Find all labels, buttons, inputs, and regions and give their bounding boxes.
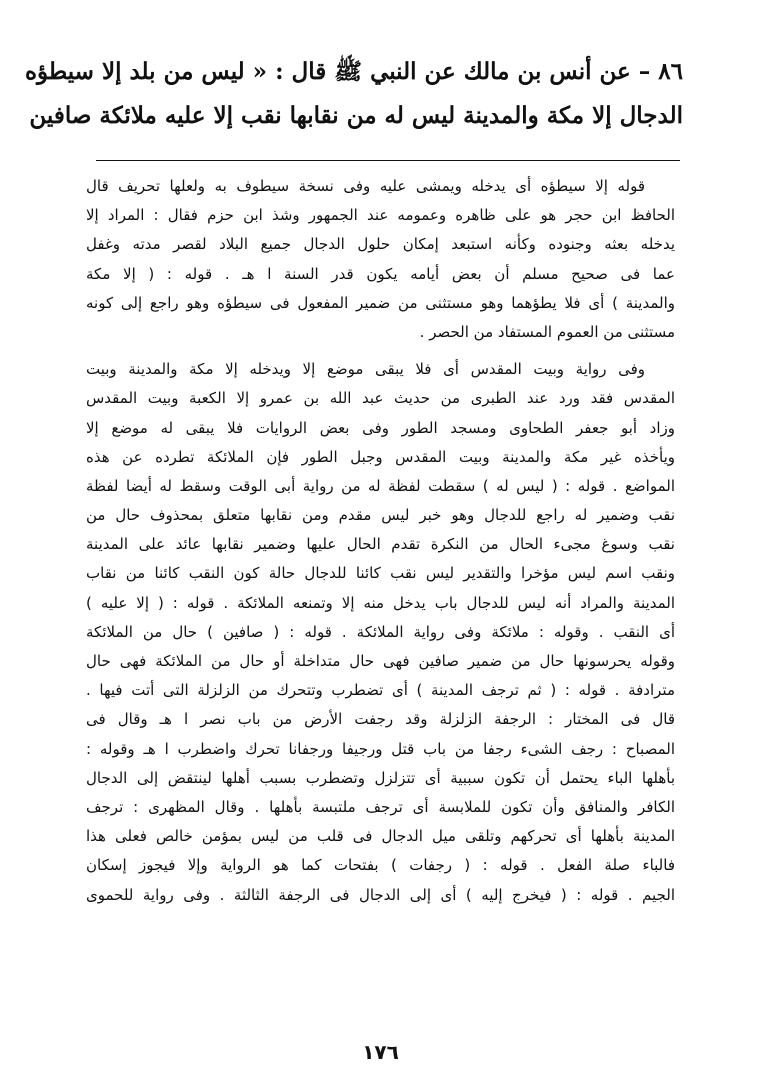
commentary-line: والمدينة ) أى فلا يطؤهما وهو مستثنى من ضمير المفعول فى سيطؤه وهو راجع إلى كونه <box>86 293 675 312</box>
commentary-line: وفى رواية وبيت المقدس أى فلا يبقى موضع إلا ويدخله إلا مكة والمدينة وبيت <box>86 360 645 379</box>
commentary-block <box>86 172 675 910</box>
hadith-text-line-2: الدجال إلا مكة والمدينة ليس له من نقابها نقب إلا عليه ملائكة صافين <box>29 102 683 129</box>
commentary-line: مترادفة . قوله : ( ثم ترجف المدينة ) أى تضطرب وتتحرك من الزلزلة التى أتت فيها . <box>86 681 675 700</box>
commentary-line: نقب وضمير له راجع للدجال وهو خبر ليس مقدم ومن نقابها متعلق بمحذوف حال من <box>86 506 675 525</box>
commentary-line: المدينة والمراد أنه ليس للدجال باب يدخل منه إلا وتمنعه الملائكة . قوله : ( إلا عليه ) <box>86 593 675 612</box>
page-number: ١٧٦ <box>362 1040 399 1064</box>
commentary-line: ونقب اسم ليس مؤخرا والتقدير ليس نقب كائنا للدجال حالة كون النقب كائنا من نقاب <box>86 564 675 583</box>
commentary-line: ويأخذه غير مكة والمدينة وبيت المقدس وجبل الطور فإن الملائكة تطرده عن هذه <box>86 447 675 466</box>
commentary-line: نقب وسوغ مجىء الحال من النكرة تقدم الحال عليها وضمير نقابها عائد على المدينة <box>86 535 675 554</box>
commentary-line: وقوله يحرسونها حال من ضمير صافين فهى حال متداخلة أو حال من الملائكة فهى حال <box>86 652 675 670</box>
commentary-line: الكافر والمنافق وأن تكون للملابسة أى ترجف ملتبسة بأهلها . وقال المظهرى : ترجف <box>86 797 675 816</box>
commentary-line: قال فى المختار : الرجفة الزلزلة وقد رجفت الأرض من باب نصر ا هـ وقال فى <box>86 710 675 729</box>
commentary-line: قوله إلا سيطؤه أى يدخله ويمشى عليه وفى نسخة سيطوف به ولعلها تحريف قال <box>86 177 645 195</box>
commentary-line: المدينة بأهلها أى تحركهم وتلقى ميل الدجال فى قلب من ليس بمؤمن خالص فعلى هذا <box>86 827 675 846</box>
hadith-text-line-1: ٨٦ – عن أنس بن مالك عن النبي ﷺ قال : « ليس من بلد إلا سيطؤه <box>24 58 683 85</box>
commentary-paragraph-1 <box>86 172 675 347</box>
commentary-line: الجيم . قوله : ( فيخرج إليه ) أى إلى الدجال فى الرجفة الثالثة . وفى رواية للحموى <box>86 885 675 904</box>
section-divider <box>96 160 680 161</box>
commentary-line: أى النقب . وقوله : ملائكة وفى رواية الملائكة . قوله : ( صافين ) حال من الملائكة <box>86 622 675 641</box>
commentary-paragraph-2 <box>86 355 675 910</box>
commentary-line: المواضع . قوله : ( ليس له ) سقطت لفظة له من رواية أبى الوقت وسقط له أيضا لفظة <box>86 476 675 495</box>
commentary-line: يدخله بعثه وجنوده وكأنه استبعد إمكان حلول الدجال جميع البلاد لقصر مدته وغفل <box>86 235 675 254</box>
commentary-line: وزاد أبو جعفر الطحاوى ومسجد الطور وفى بعض الروايات فلا يبقى له موضع إلا <box>86 418 675 437</box>
commentary-line: المصباح : رجف الشىء رجفا من باب قتل ورجيفا ورجفانا تحرك واضطرب ا هـ وقوله : <box>86 739 675 758</box>
commentary-line: فالباء صلة الفعل . قوله : ( رجفات ) بفتحات كما هو الرواية وإلا فيجوز إسكان <box>86 856 675 875</box>
commentary-line: الحافظ ابن حجر هو على ظاهره وعمومه عند الجمهور وشذ ابن حزم فقال : المراد إلا <box>86 206 675 225</box>
commentary-line: المقدس فقد ورد عند الطبرى من حديث عبد الله بن عمرو إلا الكعبة وبيت المقدس <box>86 389 675 408</box>
commentary-line: بأهلها الباء يحتمل أن تكون سببية أى تتزلزل وتضطرب بسبب أهلها لينتقض إلى الدجال <box>86 768 675 787</box>
commentary-line: عما فى صحيح مسلم أن بعض أيامه يكون قدر السنة ا هـ . قوله : ( إلا مكة <box>86 264 675 283</box>
commentary-line: مستثنى من العموم المستفاد من الحصر . <box>419 322 675 341</box>
